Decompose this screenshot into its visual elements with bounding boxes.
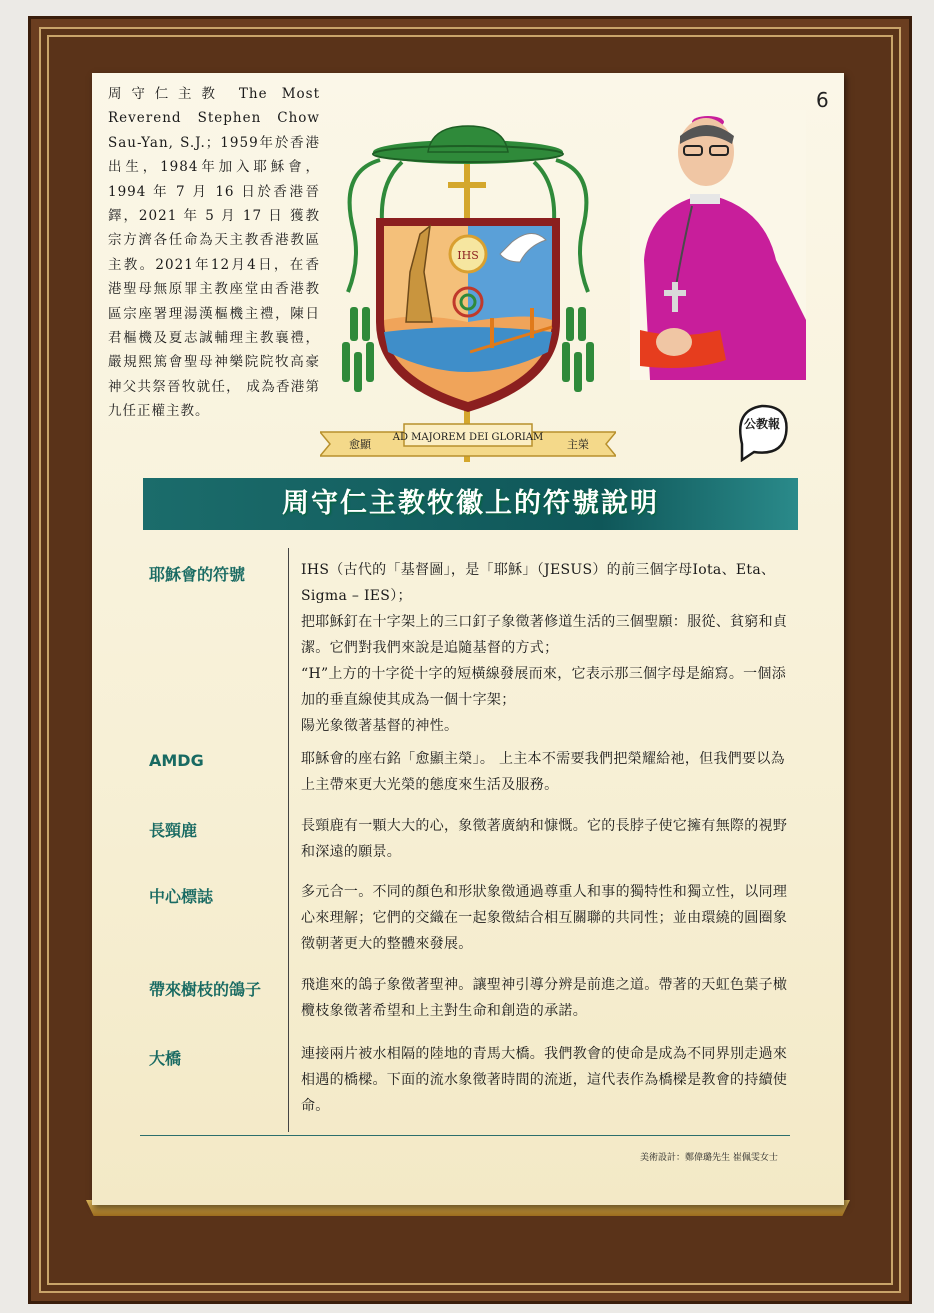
bottom-rule — [140, 1135, 790, 1136]
motto-left: 愈顯 — [349, 438, 371, 451]
desc-line: IHS（古代的「基督圖」，是「耶穌」（JESUS）的前三個字母Iota、Eta、Sigma – IES）； — [301, 562, 776, 604]
desc-center-emblem — [301, 879, 793, 957]
desc-line: 連接兩片被水相隔的陸地的青馬大橋。我們教會的使命是成為不同界別走過來相遇的橋樑。下面的流水象徵著時間的流逝，這代表作為橋樑是教會的持續使命。 — [301, 1046, 788, 1114]
logo-text: 公教報 — [743, 417, 781, 431]
term-giraffe: 長頸鹿 — [149, 821, 198, 840]
desc-line: 多元合一。不同的顏色和形狀象徵通過尊重人和事的獨特性和獨立性，以同理心來理解；它們的交織在一起象徵結合相互關聯的共同性；並由環繞的圓圈象徵朝著更大的整體來發展。 — [301, 884, 788, 952]
motto-right: 主榮 — [567, 438, 589, 451]
kung-kao-po-logo — [734, 402, 790, 462]
bishop-photo — [630, 110, 806, 380]
term-bridge: 大橋 — [149, 1049, 182, 1068]
term-amdg: AMDG — [149, 751, 204, 770]
design-credit: 美術設計：鄭偉璐先生 崔佩雯女士 — [640, 1153, 778, 1163]
desc-line: 長頸鹿有一顆大大的心，象徵著廣納和慷慨。它的長脖子使它擁有無際的視野和深遠的願景。 — [301, 818, 788, 860]
term-jesuit-symbol: 耶穌會的符號 — [149, 565, 246, 584]
ihs-monogram: IHS — [457, 249, 479, 262]
desc-line: “H”上方的十字從十字的短橫線發展而來，它表示那三個字母是縮寫。一個添加的垂直線使其成為一個十字架； — [301, 666, 787, 708]
desc-bridge — [301, 1041, 793, 1119]
desc-line: 飛進來的鴿子象徵著聖神。讓聖神引導分辨是前進之道。帶著的天虹色葉子橄欖枝象徵著希望和上主對生命和創造的承諾。 — [301, 977, 788, 1019]
section-title-banner: 周守仁主教牧徽上的符號說明 — [143, 478, 798, 530]
desc-jesuit-symbol — [301, 557, 793, 739]
desc-amdg — [301, 746, 793, 798]
desc-line: 把耶穌釘在十字架上的三口釘子象徵著修道生活的三個聖願：服從、貧窮和貞潔。它們對我們來說是追隨基督的方式； — [301, 614, 788, 656]
page-number: 6 — [816, 88, 829, 112]
desc-dove — [301, 972, 793, 1024]
term-dove: 帶來樹枝的鴿子 — [149, 980, 262, 999]
bishop-intro: 周守仁主教 The Most Reverend Stephen Chow Sau-Yan, S.J.；1959年於香港出生，1984年加入耶穌會，1994 年 7 月 16 日於香港晉鐸，2021 年 5 月 17 日 獲教宗方濟各任命為天主教香港教區主教。2021年12月4日，在香港聖母無原罪主教座堂由香港教區宗座署理湯漢樞機主禮，陳日君樞機及夏志誠輔理主教襄禮，嚴規熙篤會聖母神樂院院牧高豪神父共祭晉牧就任， 成為香港第九任正權主教。 — [108, 86, 320, 420]
term-center-emblem: 中心標誌 — [149, 887, 214, 906]
crest-motto: AD MAJOREM DEI GLORIAM — [392, 432, 544, 443]
desc-line: 陽光象徵著基督的神性。 — [301, 718, 459, 734]
desc-giraffe — [301, 813, 793, 865]
desc-line: 耶穌會的座右銘「愈顯主榮」。 上主本不需要我們把榮耀給祂，但我們要以為上主帶來更大光榮的態度來生活及服務。 — [301, 751, 785, 793]
column-divider — [288, 548, 289, 1132]
coat-of-arms — [320, 122, 616, 462]
